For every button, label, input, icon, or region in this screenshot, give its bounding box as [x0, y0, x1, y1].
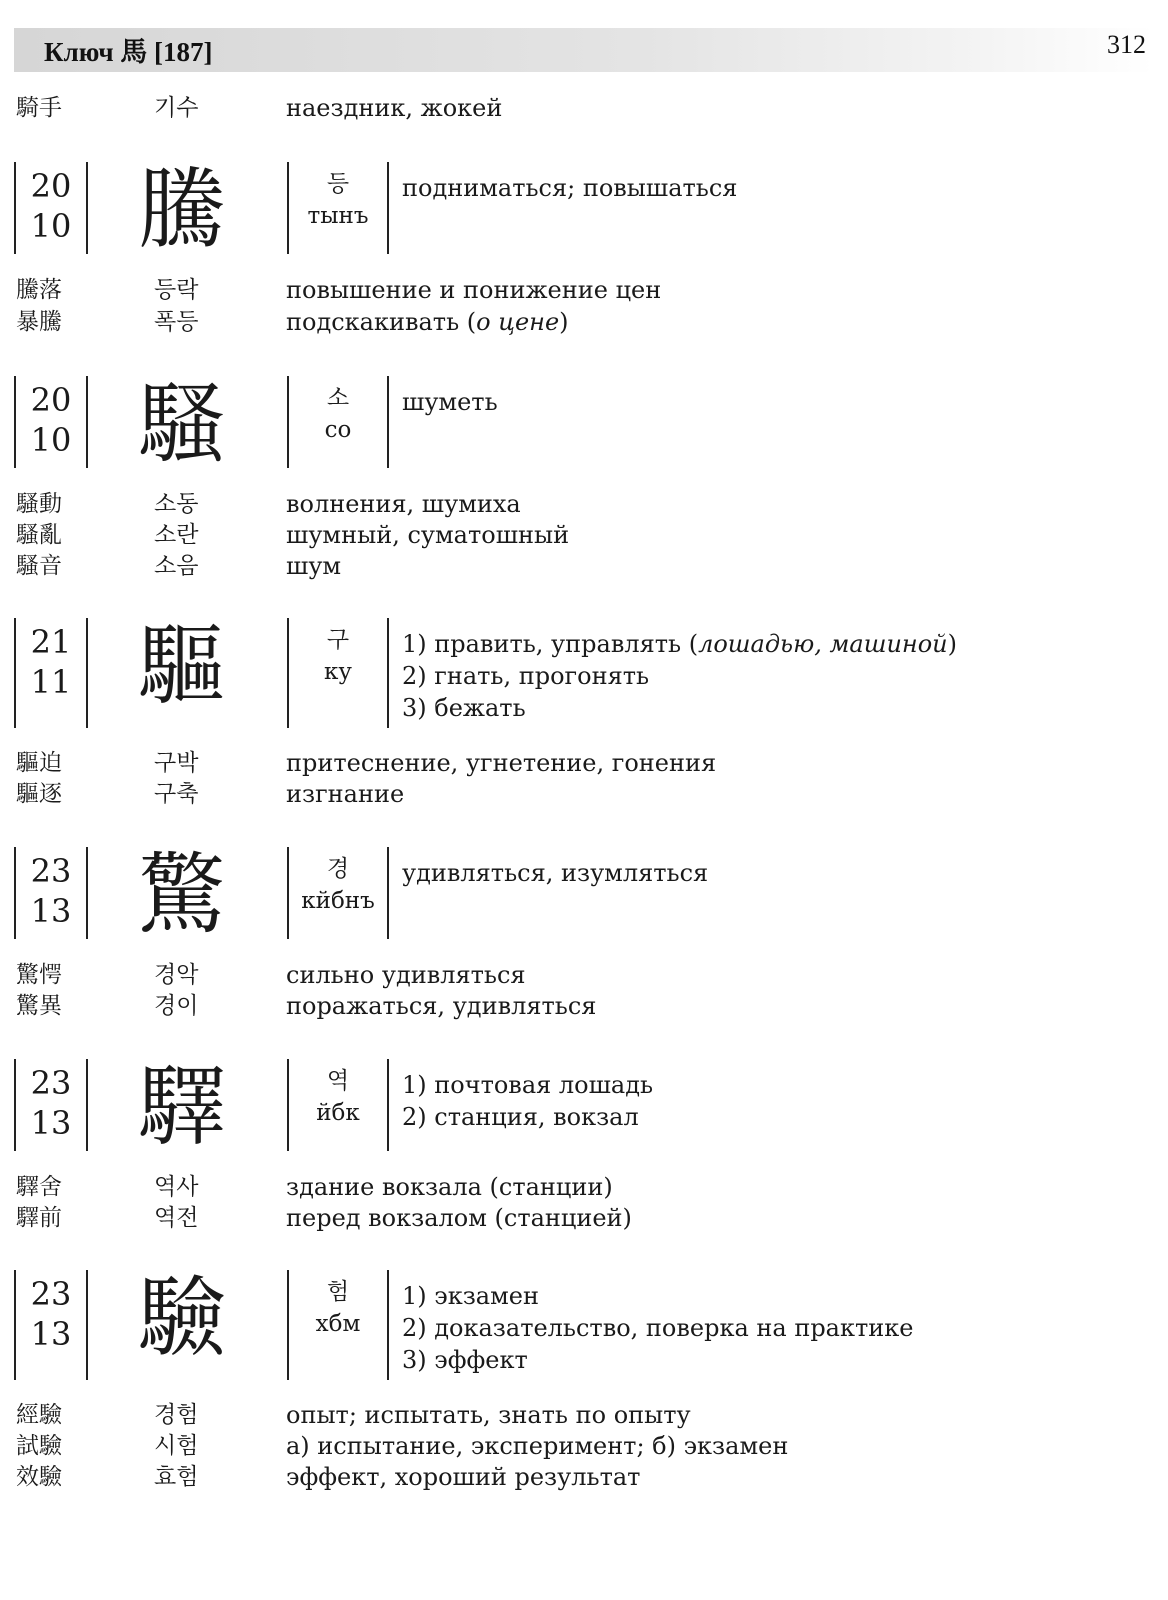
stroke-extra: 13 — [30, 892, 72, 930]
stroke-total: 20 — [30, 381, 72, 419]
stroke-count-box — [14, 618, 88, 728]
definition: подниматься; повышаться — [402, 174, 738, 202]
definitions — [402, 1280, 913, 1376]
reading-korean: 등 — [326, 171, 350, 197]
compound-hanja: 驛前 — [16, 1205, 62, 1231]
stroke-extra: 13 — [30, 1315, 72, 1353]
reading-korean: 경 — [326, 856, 350, 882]
compound-meaning: повышение и понижение цен — [286, 276, 662, 304]
compound-row — [16, 1171, 1146, 1203]
compound-row — [16, 519, 1146, 551]
compound-row — [16, 747, 1146, 779]
reading-cyrillic: йбк — [316, 1100, 360, 1126]
definitions — [402, 172, 737, 204]
compound-hangul: 기수 — [154, 95, 199, 121]
definitions — [402, 857, 708, 889]
headword-character: 驚 — [138, 843, 227, 946]
compound-hangul: 구박 — [154, 750, 199, 776]
compound-hanja: 驅逐 — [16, 781, 62, 807]
definition: 1) почтовая лошадь — [402, 1071, 654, 1099]
compound-hanja: 騎手 — [16, 95, 62, 121]
headword-character: 騰 — [138, 158, 227, 261]
compound-hangul: 역전 — [154, 1205, 199, 1231]
compound-meaning: а) испытание, эксперимент; б) экзамен — [286, 1432, 789, 1460]
compound-row — [16, 92, 1146, 124]
stroke-total: 23 — [30, 1064, 72, 1102]
compound-row — [16, 990, 1146, 1022]
reading-korean: 역 — [326, 1068, 350, 1094]
headword-character: 驅 — [138, 614, 227, 717]
compound-meaning: изгнание — [286, 780, 405, 808]
compound-row — [16, 778, 1146, 810]
compound-hanja: 試驗 — [16, 1433, 62, 1459]
stroke-total: 21 — [30, 623, 72, 661]
compound-hanja: 經驗 — [16, 1402, 62, 1428]
compound-hanja: 效驗 — [16, 1464, 62, 1490]
compound-row — [16, 488, 1146, 520]
compound-row — [16, 306, 1146, 338]
stroke-total: 23 — [30, 852, 72, 890]
compound-hanja: 驛舍 — [16, 1174, 62, 1200]
compound-hanja: 驚異 — [16, 993, 62, 1019]
compound-hanja: 驅迫 — [16, 750, 62, 776]
reading-korean: 소 — [326, 385, 350, 411]
definition: 1) экзамен — [402, 1282, 539, 1310]
compound-hangul: 경이 — [154, 993, 199, 1019]
compound-hanja: 暴騰 — [16, 309, 62, 335]
compound-hangul: 소란 — [154, 522, 199, 548]
compound-hangul: 등락 — [154, 277, 199, 303]
compound-meaning: шумный, суматошный — [286, 521, 570, 549]
reading-box — [287, 376, 389, 468]
definitions — [402, 1069, 653, 1133]
page-number: 312 — [1107, 30, 1146, 59]
compound-meaning: шум — [286, 552, 342, 580]
headword-character: 驗 — [138, 1266, 227, 1369]
definition: 2) станция, вокзал — [402, 1103, 639, 1131]
compound-row — [16, 1461, 1146, 1493]
compound-row — [16, 550, 1146, 582]
stroke-total: 20 — [30, 167, 72, 205]
compound-meaning: притеснение, угнетение, гонения — [286, 749, 717, 777]
stroke-extra: 11 — [30, 663, 72, 701]
compound-hanja: 驚愕 — [16, 962, 62, 988]
definition: 2) гнать, прогонять — [402, 662, 650, 690]
page-title: Ключ 馬 [187] — [44, 37, 213, 67]
compound-hangul: 소동 — [154, 491, 199, 517]
compound-hanja: 騷音 — [16, 553, 62, 579]
reading-box — [287, 1270, 389, 1380]
definition: 3) бежать — [402, 694, 526, 722]
compound-row — [16, 959, 1146, 991]
definition: удивляться, изумляться — [402, 859, 709, 887]
reading-box — [287, 1059, 389, 1151]
compound-hangul: 효험 — [154, 1464, 199, 1490]
stroke-count-box — [14, 1270, 88, 1380]
reading-cyrillic: ку — [324, 659, 352, 685]
compound-hangul: 폭등 — [154, 309, 199, 335]
compound-hanja: 騰落 — [16, 277, 62, 303]
reading-cyrillic: хбм — [315, 1311, 361, 1337]
reading-box — [287, 162, 389, 254]
compound-hangul: 소음 — [154, 553, 199, 579]
compound-meaning: подскакивать (о цене) — [286, 308, 569, 336]
compound-hangul: 경험 — [154, 1402, 199, 1428]
definition: 1) править, управлять (лошадью, машиной) — [402, 630, 957, 658]
compound-meaning: перед вокзалом (станцией) — [286, 1204, 632, 1232]
compound-meaning: эффект, хороший результат — [286, 1463, 641, 1491]
stroke-extra: 10 — [30, 207, 72, 245]
compound-hanja: 騷亂 — [16, 522, 62, 548]
reading-korean: 구 — [326, 627, 350, 653]
reading-cyrillic: со — [324, 417, 352, 443]
reading-box — [287, 618, 389, 728]
compound-meaning: сильно удивляться — [286, 961, 526, 989]
definition: 2) доказательство, поверка на практике — [402, 1314, 914, 1342]
definitions — [402, 628, 957, 724]
headword-character: 驛 — [138, 1055, 227, 1158]
definitions — [402, 386, 498, 418]
stroke-count-box — [14, 847, 88, 939]
compound-meaning: волнения, шумиха — [286, 490, 521, 518]
stroke-total: 23 — [30, 1275, 72, 1313]
compound-hangul: 시험 — [154, 1433, 199, 1459]
definition: шуметь — [402, 388, 498, 416]
headword-character: 騷 — [138, 372, 227, 475]
compound-meaning: опыт; испытать, знать по опыту — [286, 1401, 691, 1429]
reading-box — [287, 847, 389, 939]
compound-row — [16, 1202, 1146, 1234]
compound-hangul: 경악 — [154, 962, 199, 988]
compound-hangul: 역사 — [154, 1174, 199, 1200]
definition: 3) эффект — [402, 1346, 528, 1374]
compound-row — [16, 274, 1146, 306]
compound-hangul: 구축 — [154, 781, 199, 807]
stroke-extra: 13 — [30, 1104, 72, 1142]
compound-row — [16, 1399, 1146, 1431]
stroke-extra: 10 — [30, 421, 72, 459]
reading-korean: 험 — [326, 1279, 350, 1305]
compound-row — [16, 1430, 1146, 1462]
compound-meaning: поражаться, удивляться — [286, 992, 597, 1020]
reading-cyrillic: кйбнъ — [301, 888, 375, 914]
stroke-count-box — [14, 1059, 88, 1151]
compound-meaning: здание вокзала (станции) — [286, 1173, 613, 1201]
compound-hanja: 騷動 — [16, 491, 62, 517]
reading-cyrillic: тынъ — [307, 203, 369, 229]
stroke-count-box — [14, 162, 88, 254]
stroke-count-box — [14, 376, 88, 468]
compound-meaning: наездник, жокей — [286, 94, 503, 122]
